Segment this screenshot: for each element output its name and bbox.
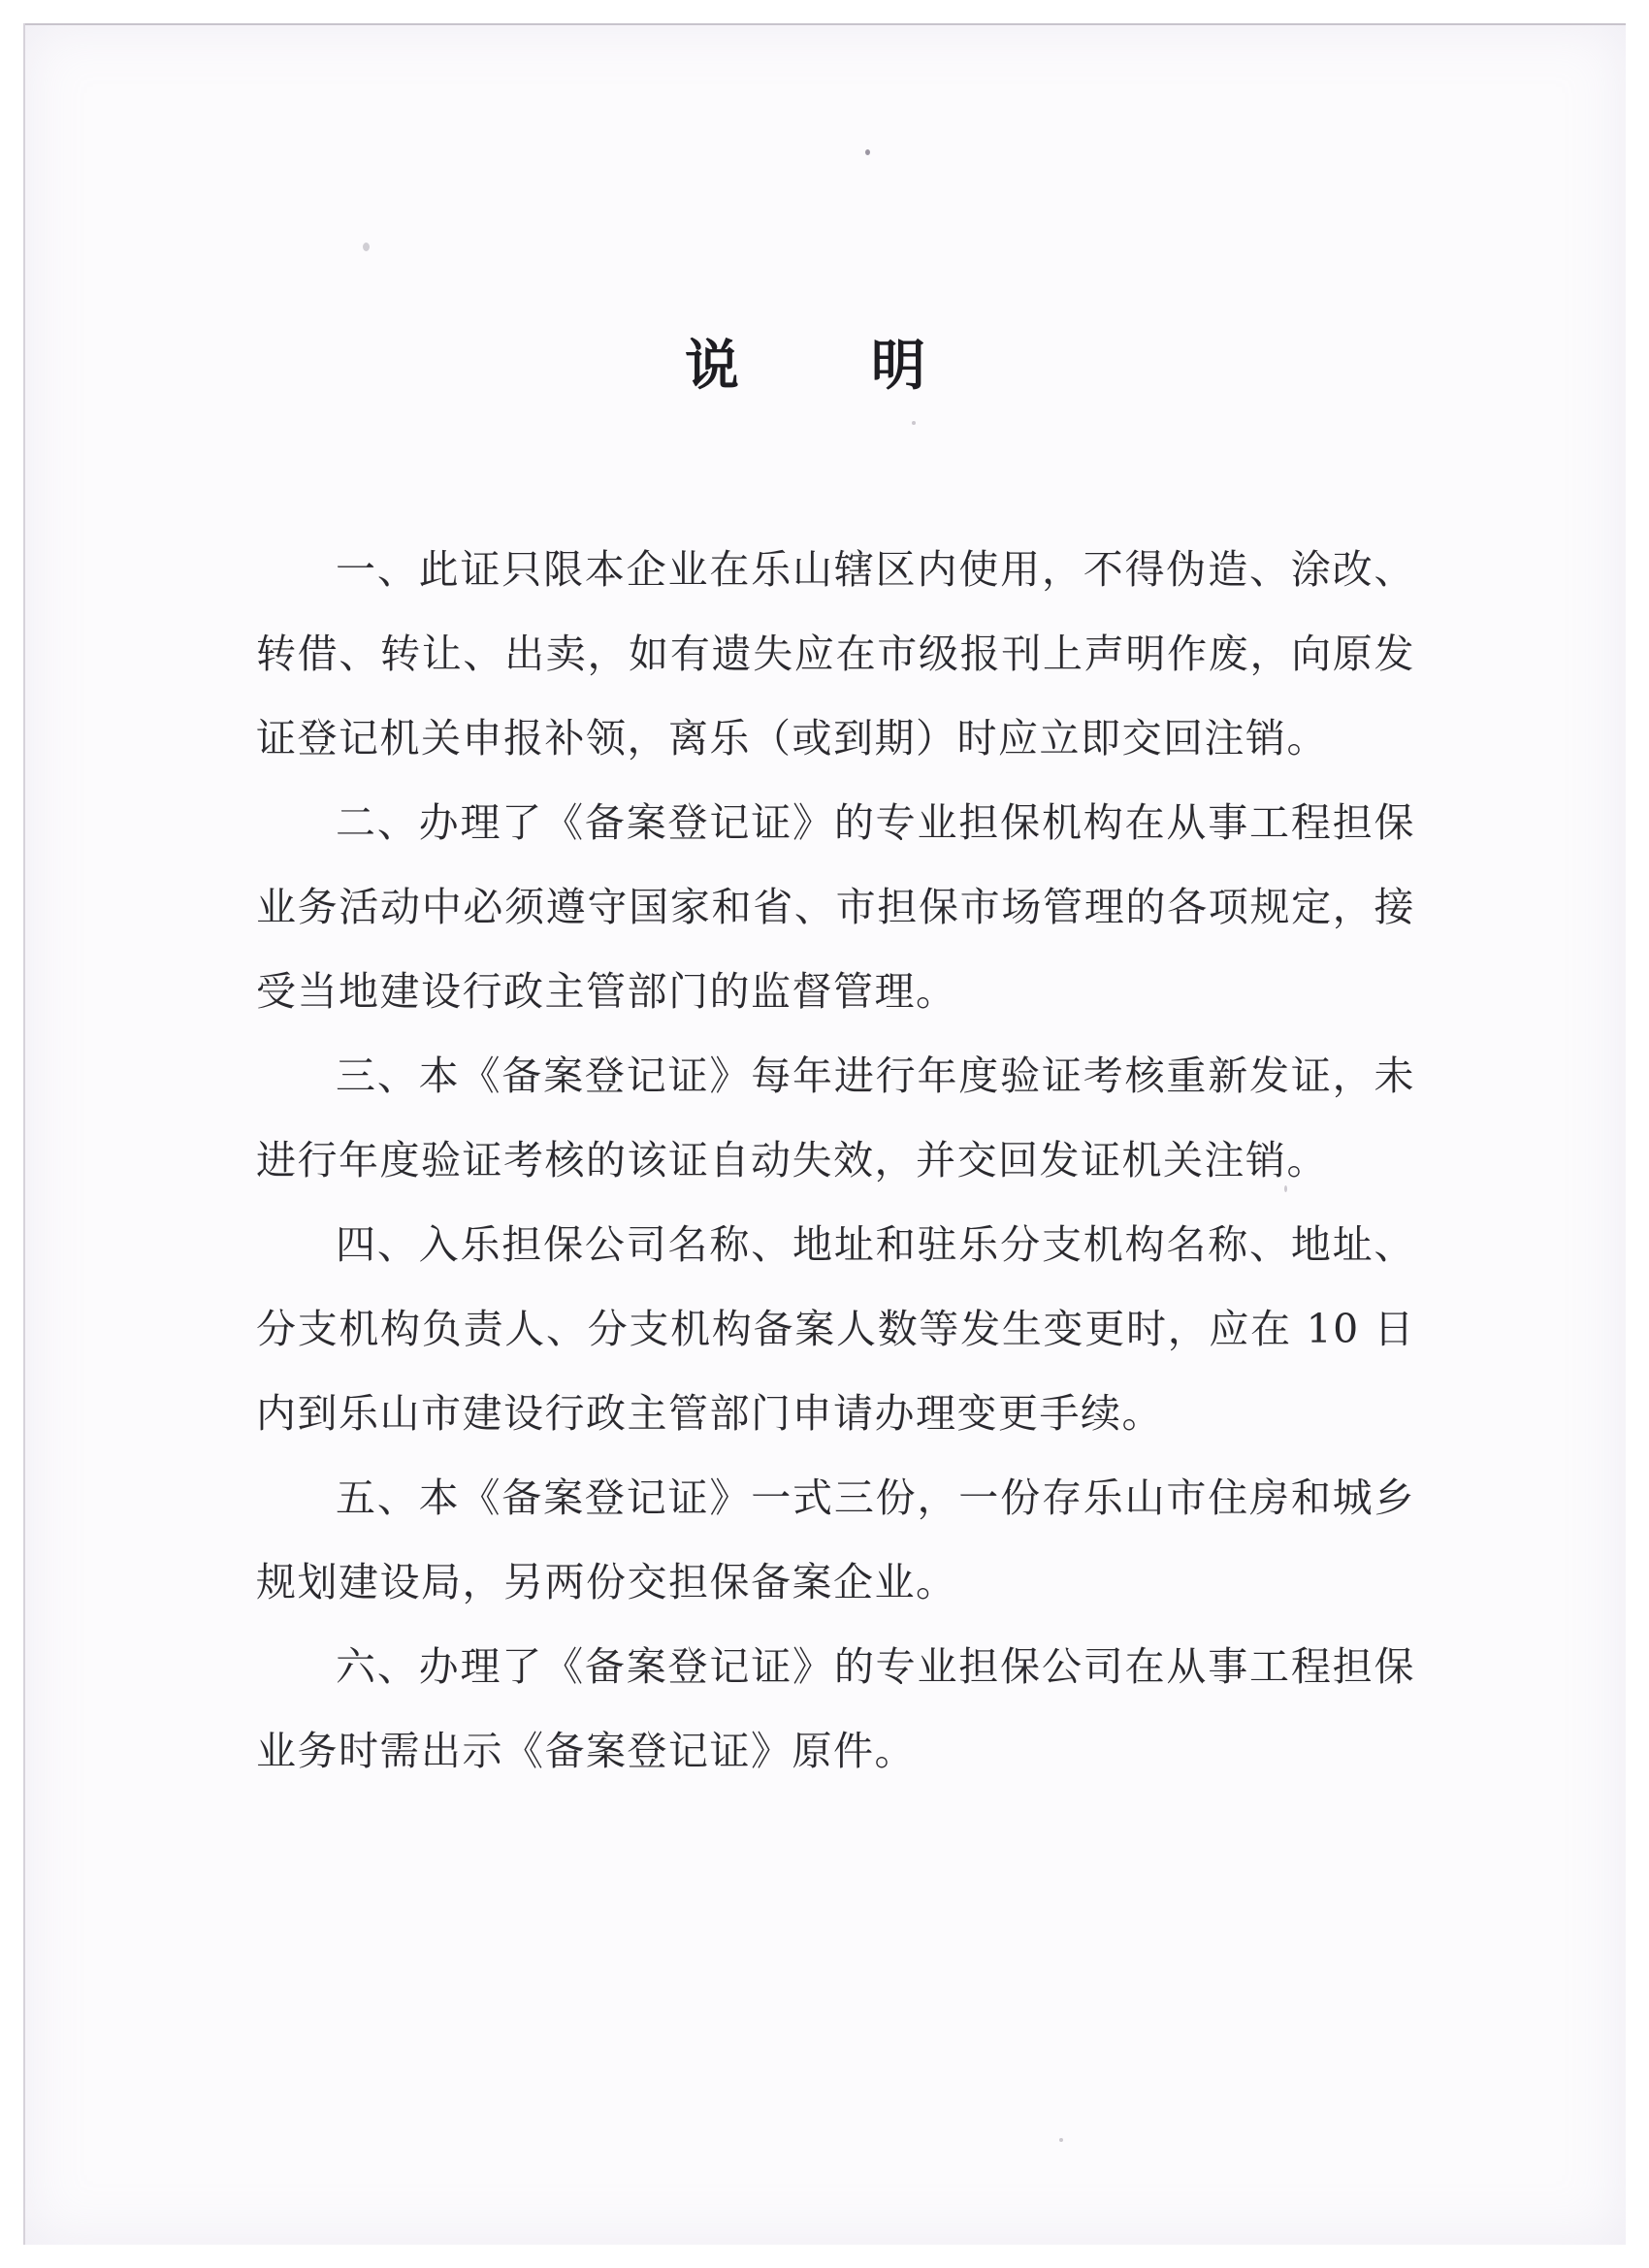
scanned-page <box>23 23 1626 2245</box>
document-title: 说 明 <box>685 335 964 398</box>
paragraph-5: 五、本《备案登记证》一式三份，一份存乐山市住房和城乡规划建设局，另两份交担保备案企业。 <box>256 1474 1415 1605</box>
scan-edge-top <box>23 23 1626 25</box>
scan-speck <box>865 149 870 155</box>
paragraph-6: 六、办理了《备案登记证》的专业担保公司在从事工程担保业务时需出示《备案登记证》原件。 <box>256 1643 1415 1774</box>
scan-speck <box>912 421 916 425</box>
document-body <box>256 528 1415 1794</box>
paragraph-3: 三、本《备案登记证》每年进行年度验证考核重新发证，未进行年度验证考核的该证自动失效，并交回发证机关注销。 <box>256 1053 1415 1183</box>
paragraph-1: 一、此证只限本企业在乐山辖区内使用，不得伪造、涂改、转借、转让、出卖，如有遗失应在市级报刊上声明作废，向原发证登记机关申报补领，离乐（或到期）时应立即交回注销。 <box>256 546 1415 761</box>
paragraph-4: 四、入乐担保公司名称、地址和驻乐分支机构名称、地址、分支机构负责人、分支机构备案人数等发生变更时，应在 10 日内到乐山市建设行政主管部门申请办理变更手续。 <box>256 1221 1415 1437</box>
scan-speck <box>1059 2138 1063 2142</box>
paragraph-2: 二、办理了《备案登记证》的专业担保机构在从事工程担保业务活动中必须遵守国家和省、市担保市场管理的各项规定，接受当地建设行政主管部门的监督管理。 <box>256 799 1415 1015</box>
scan-speck <box>363 243 370 251</box>
